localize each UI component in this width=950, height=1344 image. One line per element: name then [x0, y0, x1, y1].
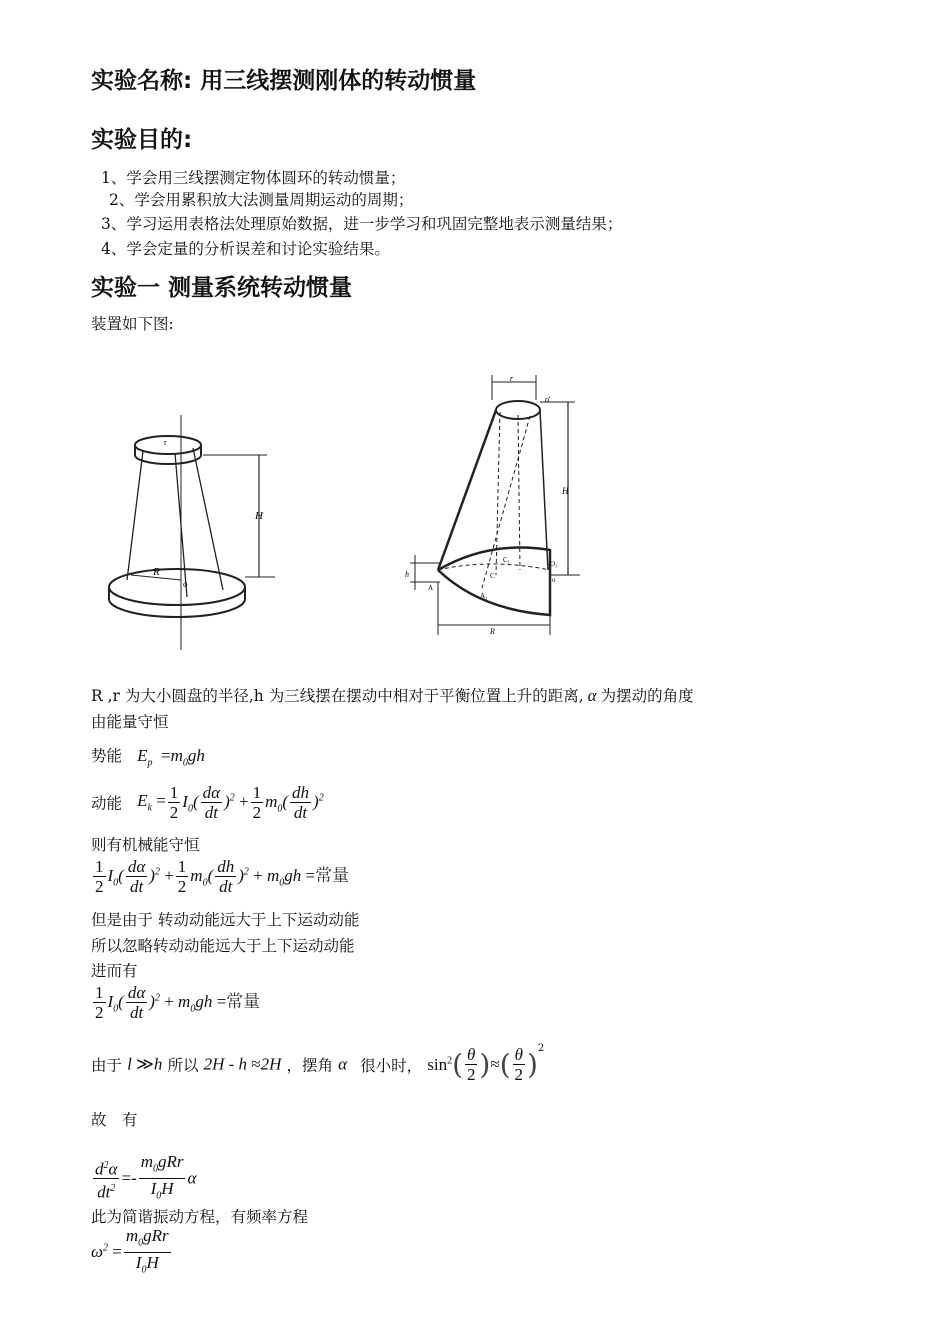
label-r-right: r	[510, 374, 514, 383]
label-C: C	[490, 572, 495, 580]
shm-eq: $\frac{d^2\alpha}{dt^2}$ =- $\frac{m_0gRr}{I_0H}$ α	[95, 1152, 197, 1203]
trifilar-pendulum-figure	[95, 415, 295, 650]
potential-energy-eq: 势能 $E_p =m_0gh$	[91, 746, 205, 769]
frequency-eq: $\omega^2$ = $\frac{m_0gRr}{I_0H}$	[91, 1226, 169, 1276]
label-top: o'	[545, 395, 551, 404]
label-A: A	[428, 584, 434, 592]
simplified-eq: $\frac{1}{2}$ $I_0$( $\frac{d\alpha}{dt}$ )$^2 + m_0gh$ =常量	[95, 983, 261, 1022]
page-title: 实验名称: 用三线摆测刚体的转动惯量	[91, 68, 477, 94]
purpose-heading: 实验目的:	[91, 127, 193, 153]
label-r: r	[164, 438, 167, 447]
label-R: R	[153, 566, 160, 578]
label-R-right: R	[490, 627, 495, 636]
small-angle-eq: 由于 l ≫h 所以 2H - h ≈2H ，摆角 α 很小时， $\sin^2$( $\frac{\theta}{2}$ )≈( $\frac{\theta}{2}$ )$^2$	[91, 1043, 545, 1084]
purpose-item: 4、学会定量的分析误差和讨论实验结果。	[101, 240, 390, 258]
section-heading: 实验一 测量系统转动惯量	[91, 275, 353, 301]
purpose-item: 3、学习运用表格法处理原始数据，进一步学习和巩固完整地表示测量结果；	[101, 215, 623, 233]
label-o-right: o	[552, 576, 556, 584]
label-C1: C₁	[503, 556, 511, 564]
thus-text: 进而有	[91, 962, 138, 980]
shm-text: 此为简谐振动方程，有频率方程	[91, 1208, 309, 1226]
hence-text: 故 有	[91, 1111, 138, 1129]
label-A1: A₁	[480, 592, 488, 600]
mech-energy-text: 则有机械能守恒	[91, 836, 200, 854]
mech-energy-eq: $\frac{1}{2}$ $I_0$( $\frac{d\alpha}{dt}$ )$^2$ + $\frac{1}{2}$ $m_0$( $\frac{dh}{dt}$ )$^2 + m_0gh$ =常量	[95, 857, 350, 896]
variables-description: R ,r 为大小圆盘的半径,h 为三线摆在摆动中相对于平衡位置上升的距离, α 为摆动的角度	[91, 686, 694, 705]
pendulum-geometry-figure	[400, 370, 610, 640]
purpose-item: 1、学会用三线摆测定物体圆环的转动惯量；	[101, 169, 406, 187]
apparatus-text: 装置如下图:	[91, 315, 174, 333]
label-H: H	[255, 510, 263, 522]
label-o: o	[183, 579, 188, 589]
label-O1: O₁	[550, 560, 558, 568]
label-H-right: H	[562, 486, 569, 496]
but-text: 但是由于 转动动能远大于上下运动动能	[91, 911, 360, 929]
kinetic-energy-eq: 动能 $E_k$ = $\frac{1}{2}$ $I_0$( $\frac{d\alpha}{dt}$ )$^2$ + $\frac{1}{2}$ $m_0$( $\frac{dh}{dt}$ )$^2$	[91, 783, 324, 822]
energy-conservation-text: 由能量守恒	[91, 713, 169, 731]
label-h: h	[405, 570, 409, 579]
purpose-item: 2、学会用累积放大法测量周期运动的周期；	[109, 191, 414, 209]
ignore-text: 所以忽略转动动能远大于上下运动动能	[91, 937, 355, 955]
